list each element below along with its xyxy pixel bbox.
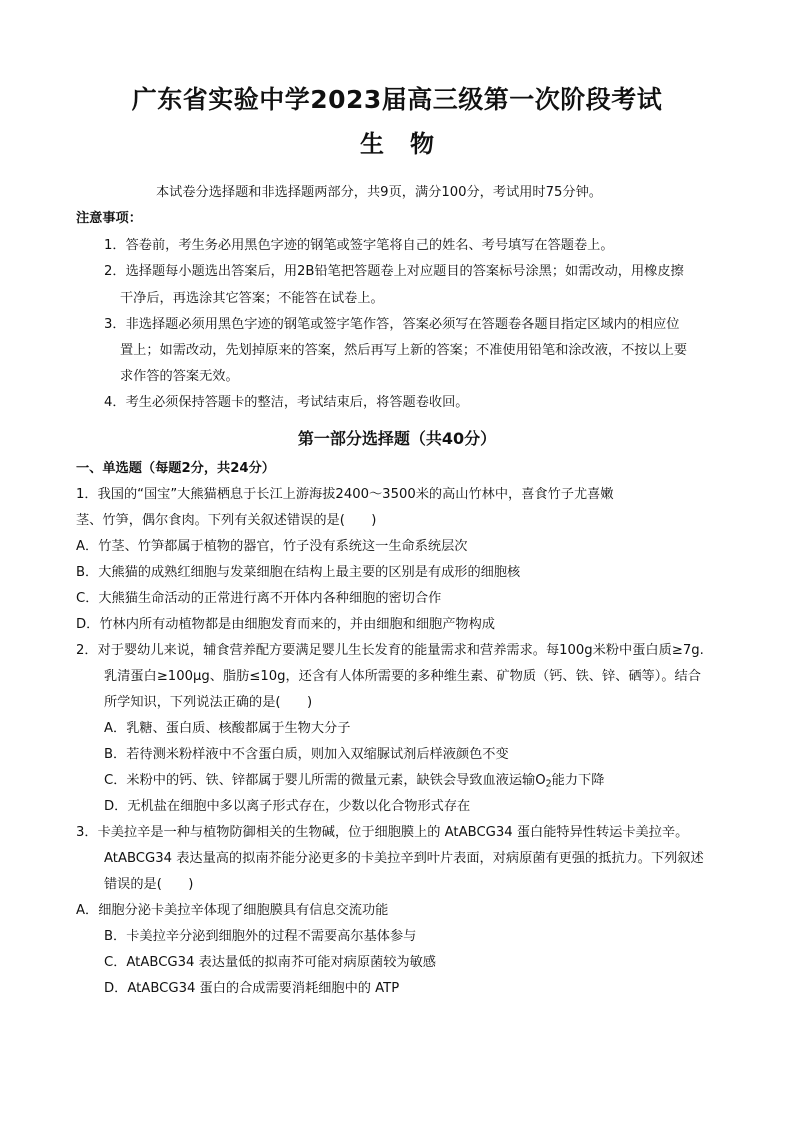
question-3-option-d: D．AtABCG34 蛋白的合成需要消耗细胞中的 ATP: [104, 981, 400, 996]
question-2-stem-cont: 乳清蛋白≥100μg、脂肪≤10g，还含有人体所需要的多种维生素、矿物质（钙、铁、锌、硒等）。结合: [104, 669, 701, 684]
question-2-stem: 2．对于婴幼儿来说，辅食营养配方要满足婴儿生长发育的能量需求和营养需求。每100g米粉中蛋白质≥7g.: [76, 643, 704, 658]
question-3-option-c: C．AtABCG34 表达量低的拟南芥可能对病原菌较为敏感: [104, 955, 436, 970]
question-1-option-d: D．竹林内所有动植物都是由细胞发育而来的，并由细胞和细胞产物构成: [76, 617, 495, 632]
notice-item-3: 3．非选择题必须用黑色字迹的钢笔或签字笔作答，答案必须写在答题卷各题目指定区域内的相应位: [104, 317, 680, 332]
question-2-option-c: [104, 772, 604, 793]
part-one-title: 第一部分选择题（共40分）: [297, 429, 497, 448]
question-3-stem-cont: AtABCG34 表达量高的拟南芥能分泌更多的卡美拉辛到叶片表面，对病原菌有更强的抵抗力。下列叙述: [104, 851, 704, 866]
notice-item-2-cont: 干净后，再选涂其它答案；不能答在试卷上。: [120, 291, 384, 306]
question-1-option-a: A．竹茎、竹笋都属于植物的器官，竹子没有系统这一生命系统层次: [76, 539, 468, 554]
question-3-option-a: A．细胞分泌卡美拉辛体现了细胞膜具有信息交流功能: [76, 903, 389, 918]
question-2-option-b: B．若待测米粉样液中不含蛋白质，则加入双缩脲试剂后样液颜色不变: [104, 747, 509, 762]
notice-item-1: 1．答卷前，考生务必用黑色字迹的钢笔或签字笔将自己的姓名、考号填写在答题卷上。: [104, 238, 614, 253]
notice-heading: 注意事项：: [76, 211, 142, 226]
question-2-option-c-tail: 能力下降: [551, 773, 605, 788]
question-1-option-c: C．大熊猫生命活动的正常进行离不开体内各种细胞的密切合作: [76, 591, 442, 606]
notice-item-2: 2．选择题每小题选出答案后，用2B铅笔把答题卷上对应题目的答案标号涂黑；如需改动，用橡皮擦: [104, 264, 684, 279]
exam-title: 广东省实验中学2023届高三级第一次阶段考试: [131, 85, 663, 114]
subscript-2: 2: [545, 778, 552, 790]
question-3-stem: 3．卡美拉辛是一种与植物防御相关的生物碱，位于细胞膜上的 AtABCG34 蛋白能特异性转运卡美拉辛。: [76, 825, 689, 840]
question-2-option-a: A．乳糖、蛋白质、核酸都属于生物大分子: [104, 721, 351, 736]
question-2-option-c-text: C．米粉中的钙、铁、锌都属于婴儿所需的微量元素，缺铁会导致血液运输O: [104, 773, 546, 788]
notice-item-3-cont: 求作答的答案无效。: [120, 369, 239, 384]
question-2-stem-cont: 所学知识，下列说法正确的是( ): [104, 695, 313, 710]
section-heading: 一、单选题（每题2分，共24分）: [76, 461, 275, 476]
question-3-stem-cont: 错误的是( ): [104, 877, 194, 892]
question-1-stem-cont: 茎、竹笋，偶尔食肉。下列有关叙述错误的是( ): [76, 513, 377, 528]
exam-intro: 本试卷分选择题和非选择题两部分，共9页，满分100分，考试用时75分钟。: [156, 185, 602, 200]
notice-item-3-cont: 置上；如需改动，先划掉原来的答案，然后再写上新的答案；不准使用铅笔和涂改液，不按以上要: [120, 343, 688, 358]
subject-title: 生物: [360, 130, 460, 158]
question-1-option-b: B．大熊猫的成熟红细胞与发菜细胞在结构上最主要的区别是有成形的细胞核: [76, 565, 521, 580]
notice-item-4: 4．考生必须保持答题卡的整洁，考试结束后，将答题卷收回。: [104, 395, 469, 410]
question-2-option-d: D．无机盐在细胞中多以离子形式存在，少数以化合物形式存在: [104, 799, 471, 814]
question-1-stem: 1．我国的“国宝”大熊猫栖息于长江上游海拔2400～3500米的高山竹林中，喜食竹子尤喜嫩: [76, 487, 614, 502]
question-3-option-b: B．卡美拉辛分泌到细胞外的过程不需要高尔基体参与: [104, 929, 417, 944]
